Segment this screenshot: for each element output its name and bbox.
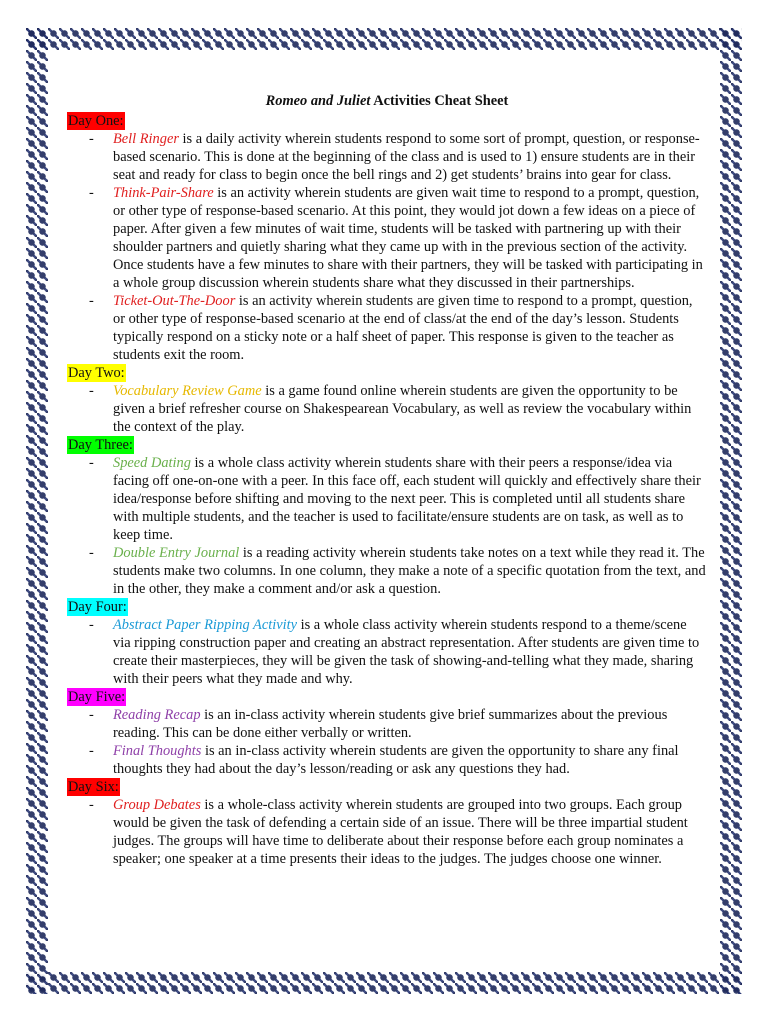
day-heading: Day Three: (68, 437, 133, 453)
activity-item (67, 742, 707, 778)
activity-name: Double Entry Journal (113, 545, 240, 561)
bullet-dash: - (89, 383, 94, 399)
bullet-dash: - (89, 743, 94, 759)
bullet-dash: - (89, 455, 94, 471)
decorative-border-right (720, 28, 742, 994)
bullet-dash: - (89, 545, 94, 561)
bullet-dash: - (89, 131, 94, 147)
activity-name: Final Thoughts (113, 743, 202, 759)
bullet-dash: - (89, 617, 94, 633)
bullet-dash: - (89, 293, 94, 309)
activity-list (67, 706, 707, 778)
bullet-dash: - (89, 185, 94, 201)
activity-name: Ticket-Out-The-Door (113, 293, 236, 309)
activity-description: is a whole class activity wherein students respond to a theme/scene via ripping construction paper and creating an abstract representation. After students are given time to create their masterpieces, they will be given the task of showing-and-telling what they made, sharing with their peers what they made and why. (113, 617, 700, 687)
activity-list (67, 616, 707, 688)
activity-description: is a daily activity wherein students respond to some sort of prompt, question, or response-based scenario. This is done at the beginning of the class and is used to 1) ensure students are in their seat and ready for class to begin once the bell rings and 2) get students’ brains into gear for class. (113, 131, 700, 183)
day-section (67, 364, 707, 436)
activity-description: is a whole-class activity wherein students are grouped into two groups. Each group would be given the task of defending a certain side of an issue. There will be three impartial student judges. The groups will have time to deliberate about their response before each group nominates a speaker; one speaker at a time presents their ideas to the judges. The judges choose one winner. (113, 797, 688, 867)
day-heading: Day Two: (68, 365, 125, 381)
activity-name: Reading Recap (113, 707, 201, 723)
day-section (67, 598, 707, 688)
activity-item (67, 292, 707, 364)
activity-description: is a reading activity wherein students take notes on a text while they read it. The students make two columns. In one column, they make a note of a specific quotation from the text, and in the other, they make a comment and/or ask a question. (113, 545, 706, 597)
day-section (67, 778, 707, 868)
activity-description: is an activity wherein students are given time to respond to a prompt, question, or other type of response-based scenario at the end of class/at the end of the day’s lesson. Students typically respond on a sticky note or a half sheet of paper. This response is given to the teacher as students exit the room. (113, 293, 693, 363)
activity-name: Abstract Paper Ripping Activity (113, 617, 297, 633)
activity-name: Group Debates (113, 797, 201, 813)
page-title (67, 92, 707, 110)
title-italic: Romeo and Juliet (265, 93, 371, 109)
day-section (67, 112, 707, 364)
activity-name: Bell Ringer (113, 131, 179, 147)
activity-name: Vocabulary Review Game (113, 383, 262, 399)
day-heading: Day Five: (68, 689, 126, 705)
activity-description: is an in-class activity wherein students give brief summarizes about the previous reading. This can be done either verbally or written. (113, 707, 668, 741)
activity-description: is a game found online wherein students are given the opportunity to be given a brief refresher course on Shakespearean Vocabulary, as well as review the vocabulary within the context of the play. (113, 383, 692, 435)
document-body (67, 92, 707, 868)
title-rest: Activities Cheat Sheet (370, 93, 509, 109)
bullet-dash: - (89, 797, 94, 813)
bullet-dash: - (89, 707, 94, 723)
activity-description: is an in-class activity wherein students are given the opportunity to share any final thoughts they had about the day’s lesson/reading or ask any questions they had. (113, 743, 679, 777)
activity-list (67, 454, 707, 598)
activity-item (67, 184, 707, 292)
activity-item (67, 706, 707, 742)
decorative-border-top (26, 28, 742, 50)
decorative-border-left (26, 28, 48, 994)
activity-item (67, 382, 707, 436)
activity-description: is a whole class activity wherein students share with their peers a response/idea via facing off one-on-one with a peer. In this face off, each student will quickly and effectively share their idea/response before shifting and moving to the next peer. This is completed until all students share with multiple students, and the teacher is used to facilitate/ensure students are on task, as well as to keep time. (113, 455, 701, 543)
day-section (67, 688, 707, 778)
activity-item (67, 796, 707, 868)
activity-item (67, 454, 707, 544)
activity-list (67, 130, 707, 364)
decorative-border-bottom (26, 972, 742, 994)
activity-item (67, 130, 707, 184)
activity-name: Speed Dating (113, 455, 191, 471)
activity-name: Think-Pair-Share (113, 185, 214, 201)
activity-item (67, 616, 707, 688)
activity-list (67, 382, 707, 436)
activity-description: is an activity wherein students are given wait time to respond to a prompt, question, or other type of response-based scenario. At this point, they would jot down a few ideas on a piece of paper. After given a few minutes of wait time, students will be tasked with partnering up with their shoulder partners and quietly sharing what they came up with in the previous section of the activity. Once students have a few minutes to share with their partners, they will be tasked with participating in a whole group discussion wherein students share what they discussed in their partnerships. (113, 185, 703, 291)
activity-item (67, 544, 707, 598)
day-section (67, 436, 707, 598)
day-heading: Day Six: (68, 779, 119, 795)
day-heading: Day One: (68, 113, 124, 129)
day-sections (67, 112, 707, 868)
activity-list (67, 796, 707, 868)
day-heading: Day Four: (68, 599, 127, 615)
